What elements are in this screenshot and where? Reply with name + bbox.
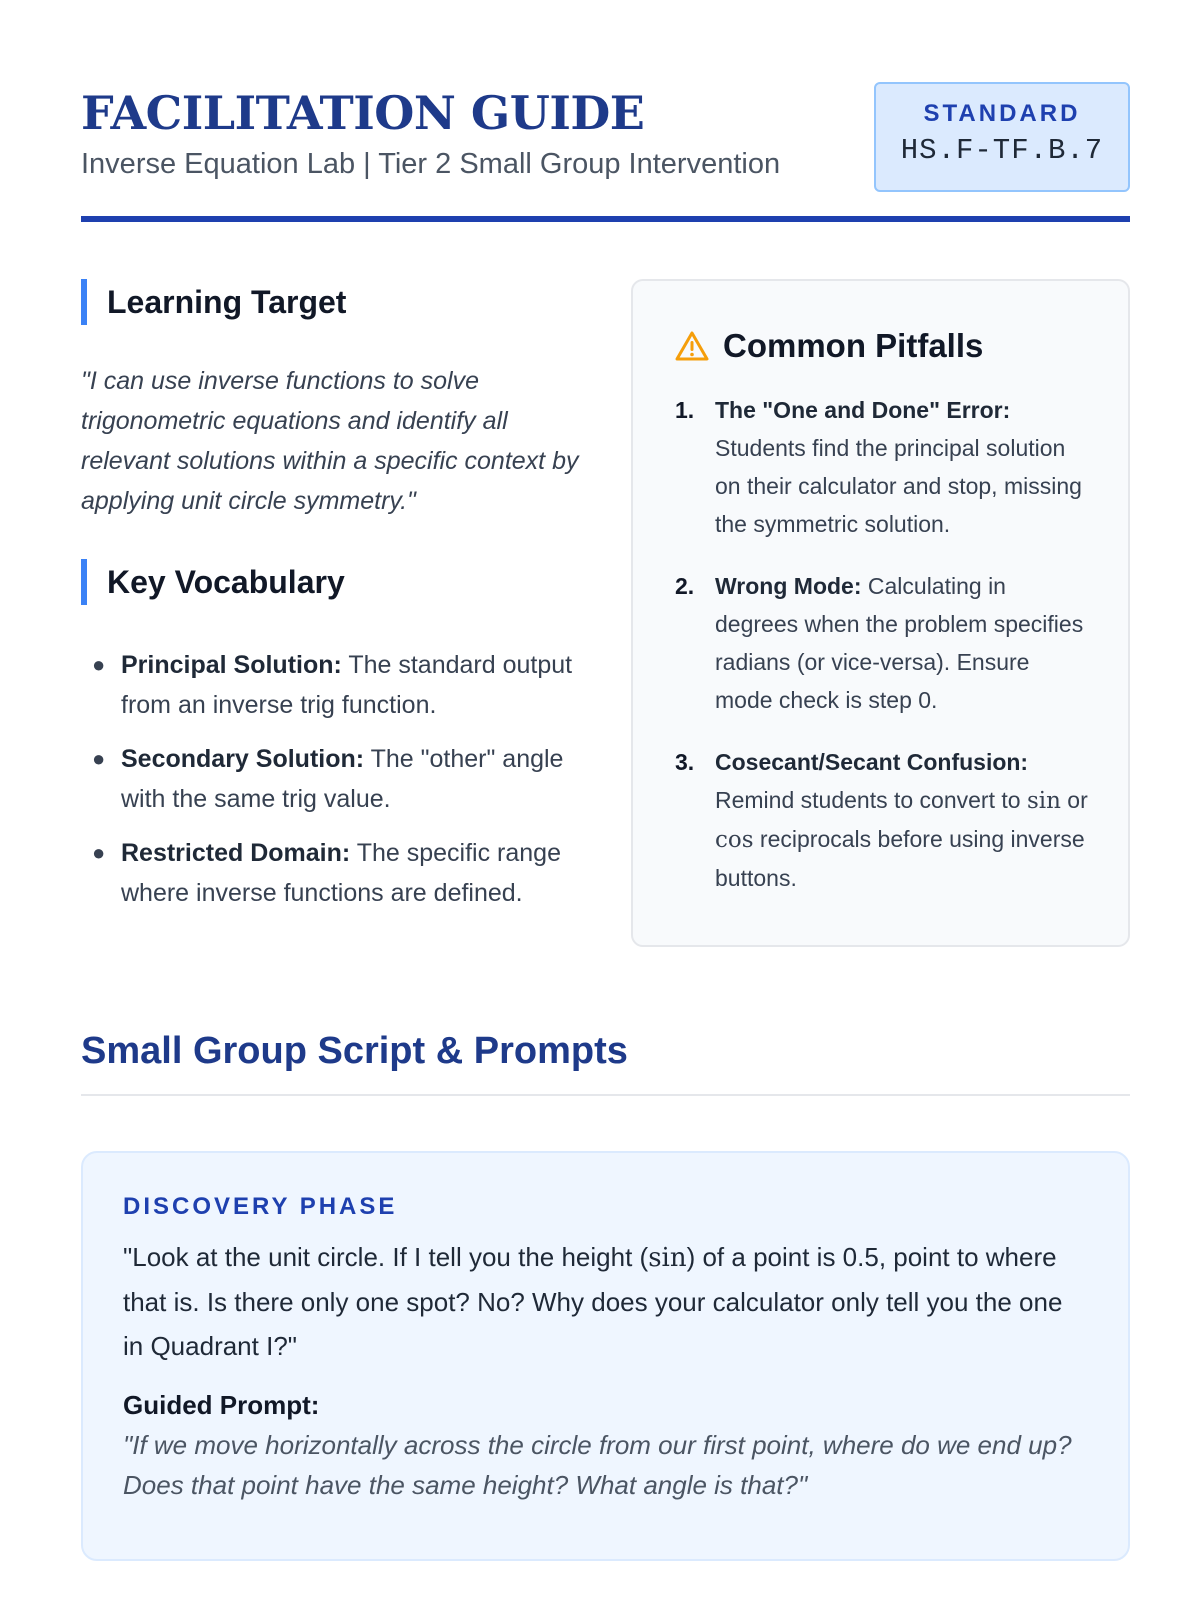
- facilitation-guide-page: [81, 0, 1130, 1600]
- list-item: [675, 567, 1088, 719]
- page-subtitle: Inverse Equation Lab | Tier 2 Small Group Intervention: [81, 148, 781, 180]
- page-title: FACILITATION GUIDE: [81, 86, 645, 140]
- vocab-term: Secondary Solution:: [121, 745, 365, 773]
- list-item: [81, 833, 591, 913]
- pitfalls-heading: [675, 321, 1088, 371]
- pitfall-number: 1.: [675, 397, 695, 423]
- learning-target-heading: Learning Target: [81, 279, 591, 325]
- list-item: [675, 743, 1088, 897]
- pitfall-term: Wrong Mode:: [715, 573, 862, 599]
- phase-text: ) of a point is 0.5, point to where that is. Is there only one spot? No? Why does your calculator only tell you the one in Quadrant I?": [123, 1242, 1063, 1361]
- phase-script-text: [123, 1235, 1088, 1368]
- pitfall-text: Calculating in degrees when the problem specifies radians (or vice-versa). Ensure mode check is step 0.: [715, 573, 1084, 713]
- vocab-term: Principal Solution:: [121, 651, 342, 679]
- warning-icon: [675, 330, 709, 362]
- pitfall-term: The "One and Done" Error:: [715, 397, 1011, 423]
- standard-badge: [874, 82, 1130, 192]
- list-item: [81, 645, 591, 725]
- common-pitfalls-box: [631, 279, 1130, 947]
- vocab-definition: The standard output from an inverse trig function.: [121, 651, 573, 719]
- vocab-term: Restricted Domain:: [121, 839, 351, 867]
- vocabulary-list: [81, 645, 591, 913]
- list-item: [675, 391, 1088, 543]
- standard-code: HS.F-TF.B.7: [900, 134, 1104, 167]
- vocab-definition: The "other" angle with the same trig value.: [121, 745, 564, 813]
- pitfall-text: Remind students to convert to: [715, 787, 1027, 813]
- document-header: [81, 82, 1130, 222]
- pitfall-number: 2.: [675, 573, 695, 599]
- pitfall-text: Students find the principal solution on their calculator and stop, missing the symmetric solution.: [715, 435, 1082, 537]
- pitfall-text: reciprocals before using inverse buttons.: [715, 826, 1085, 891]
- pitfall-number: 3.: [675, 749, 695, 775]
- vocab-definition: The specific range where inverse functions are defined.: [121, 839, 561, 907]
- math-sin: sin: [1026, 788, 1061, 814]
- learning-target-quote: "I can use inverse functions to solve trigonometric equations and identify all relevant solutions within a specific context by applying unit circle symmetry.": [81, 367, 579, 515]
- key-vocabulary-heading: Key Vocabulary: [81, 559, 591, 605]
- math-cos: cos: [715, 827, 754, 853]
- script-section-heading: Small Group Script & Prompts: [81, 1030, 1130, 1096]
- pitfall-term: Cosecant/Secant Confusion:: [715, 749, 1029, 775]
- guided-prompt-text: "If we move horizontally across the circle from our first point, where do we end up? Does that point have the same height? What angle is that?": [123, 1430, 1072, 1500]
- bullet-icon: ●: [92, 746, 106, 771]
- left-column: [81, 279, 591, 927]
- phase-text: "Look at the unit circle. If I tell you the height (: [123, 1242, 649, 1272]
- bullet-icon: ●: [92, 652, 106, 677]
- standard-label: STANDARD: [923, 100, 1081, 127]
- bullet-icon: ●: [92, 840, 106, 865]
- pitfalls-title: Common Pitfalls: [723, 327, 984, 364]
- phase-label: DISCOVERY PHASE: [123, 1193, 398, 1220]
- pitfall-text: or: [1060, 787, 1088, 813]
- pitfalls-list: [675, 391, 1088, 897]
- math-sin: sin: [648, 1243, 687, 1273]
- guided-prompt-label: Guided Prompt:: [123, 1390, 320, 1420]
- list-item: [81, 739, 591, 819]
- discovery-phase-card: [81, 1151, 1130, 1561]
